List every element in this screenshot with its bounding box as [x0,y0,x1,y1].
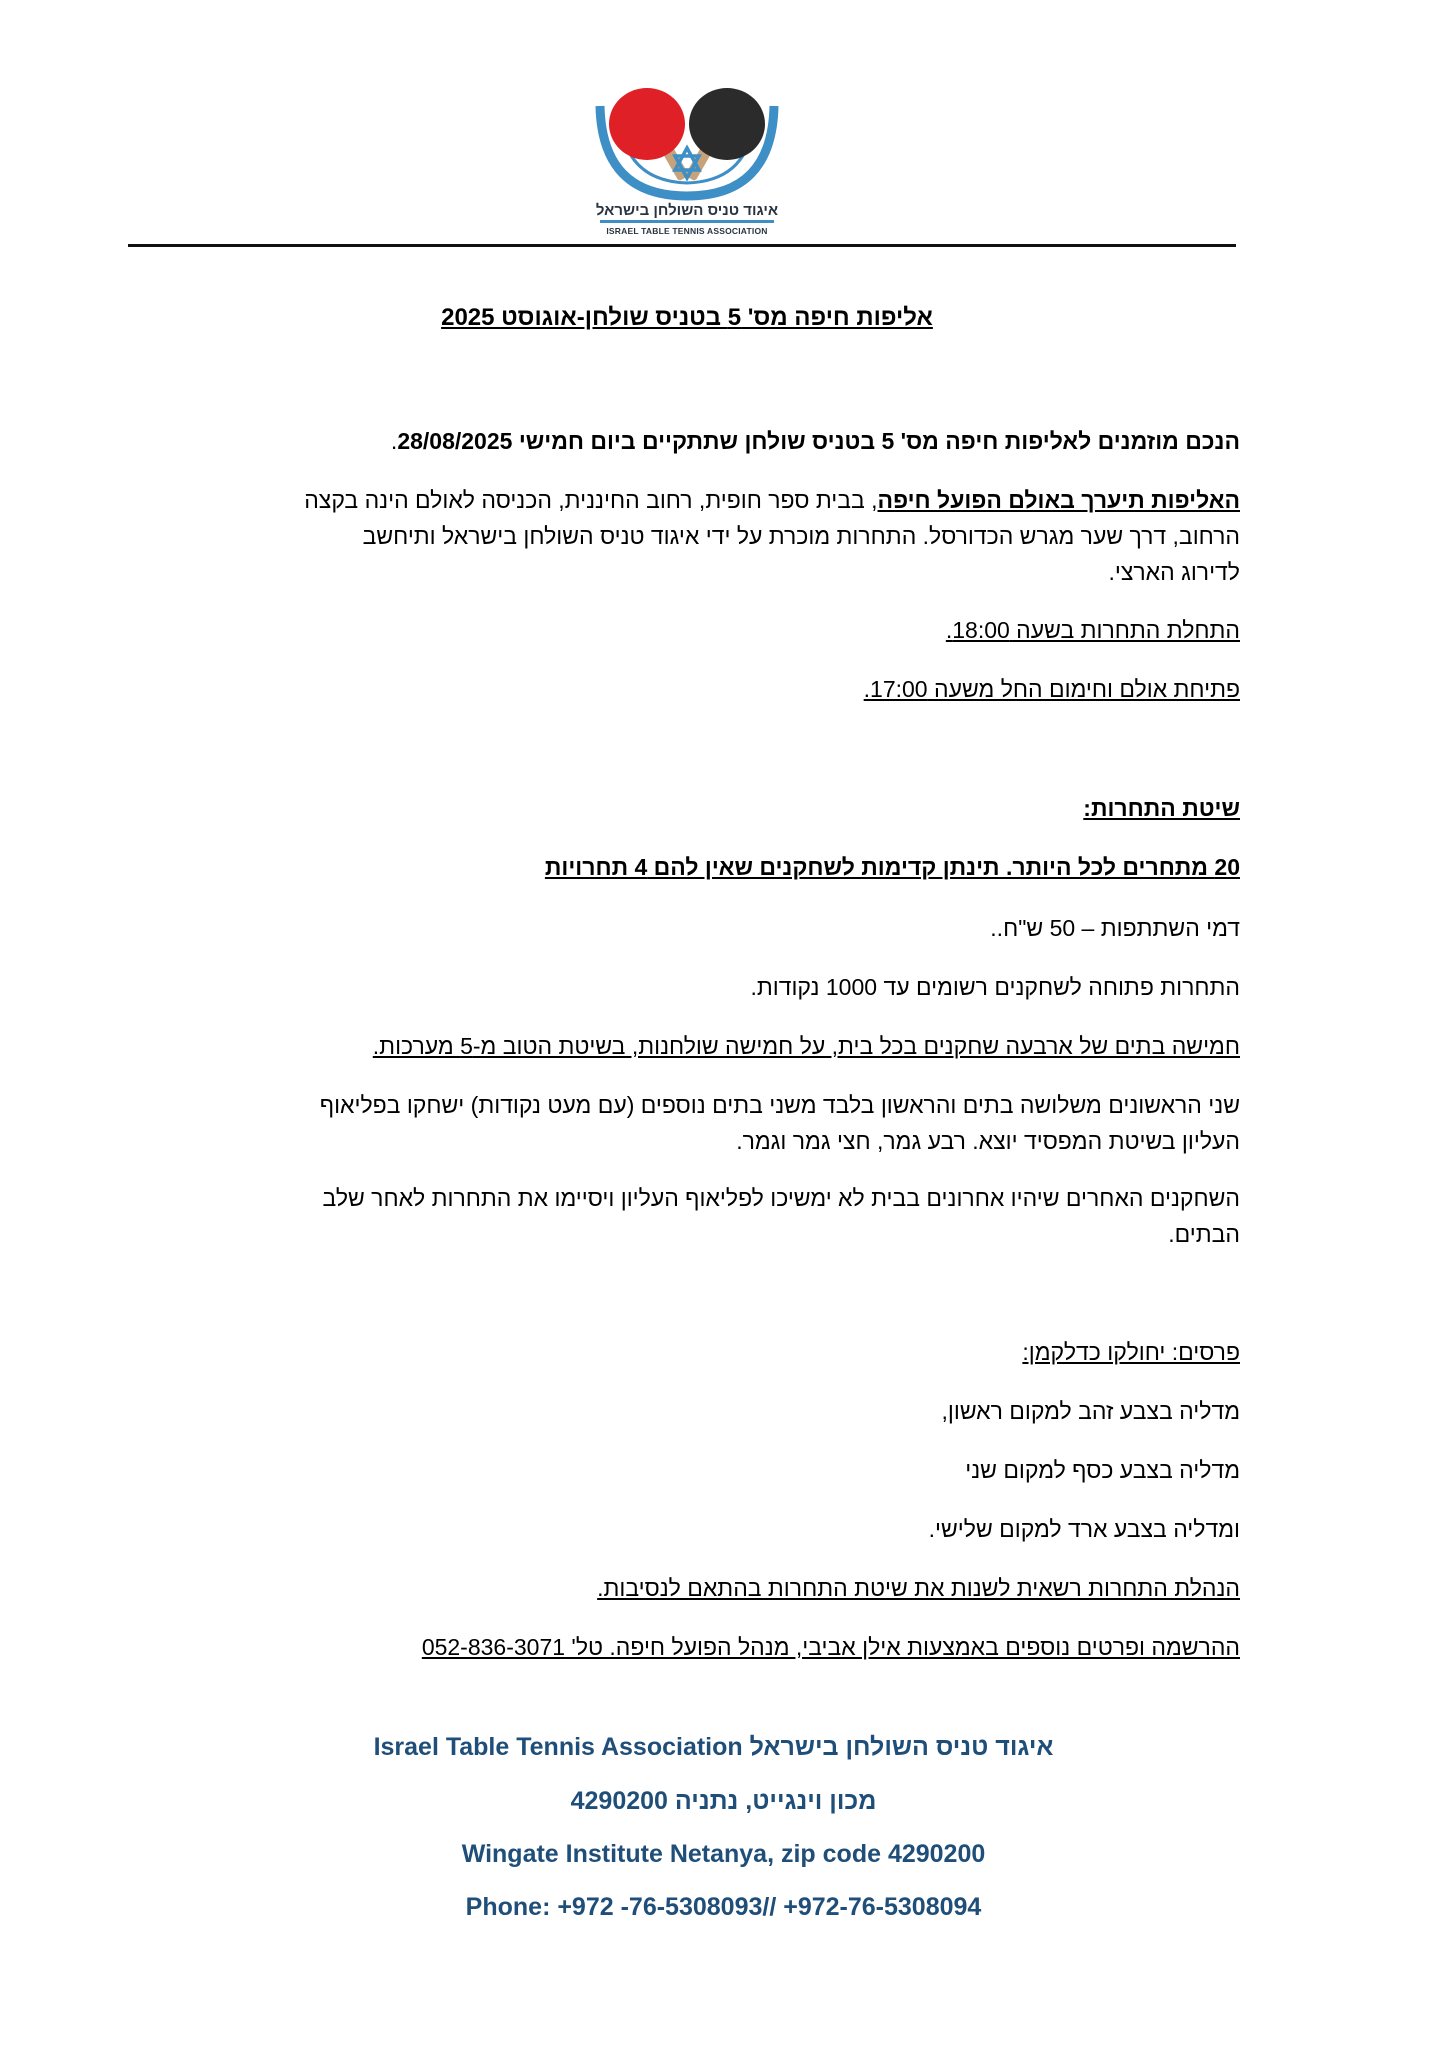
eliminated-paragraph [220,1180,1240,1252]
hall-opening-time: פתיחת אולם וחימום החל משעה 17:00. [863,676,1240,702]
max-players-line: 20 מתחרים לכל היותר. תינתן קדימות לשחקנים שאין להם 4 תחרויות [544,854,1240,880]
prize-bronze: ומדליה בצבע ארד למקום שלישי. [928,1516,1240,1542]
header-divider [128,244,1236,247]
houses-format: חמישה בתים של ארבעה שחקנים בכל בית, על חמישה שולחנות, בשיטת הטוב מ-5 מערכות. [372,1033,1240,1059]
playoff-line2: העליון בשיטת המפסיד יוצא. רבע גמר, חצי גמר וגמר. [736,1128,1240,1154]
venue-bold-text: האליפות תיערך באולם הפועל חיפה [877,487,1240,513]
table-tennis-paddles-icon [592,86,782,204]
footer-address-english: Wingate Institute Netanya, zip code 4290200 [461,1840,986,1868]
contact-line: ההרשמה ופרטים נוספים באמצעות אילן אביבי, מנהל הפועל חיפה. טל' 052-836-3071 [421,1634,1240,1660]
open-to-players: התחרות פתוחה לשחקנים רשומים עד 1000 נקודות. [750,974,1240,1000]
footer-org-english: Israel Table Tennis Association [373,1733,743,1761]
prize-gold: מדליה בצבע זהב למקום ראשון, [941,1398,1240,1424]
footer-org-line [0,1733,1447,1762]
footer-address-hebrew: מכון וינגייט, נתניה 4290200 [570,1787,877,1815]
footer-phone: Phone: +972 -76-5308093// +972-76-5308094 [465,1893,982,1921]
document-title: אליפות חיפה מס' 5 בטניס שולחן-אוגוסט 2025 [441,304,933,331]
venue-line2: הרחוב, דרך שער מגרש הכדורסל. התחרות מוכרת על ידי איגוד טניס השולחן בישראל ותיחשב [362,523,1240,549]
logo-english-name: ISRAEL TABLE TENNIS ASSOCIATION [606,226,768,236]
format-heading: שיטת התחרות: [1083,795,1240,821]
logo-hebrew-name: איגוד טניס השולחן בישראל [595,202,779,219]
playoff-line1: שני הראשונים משלושה בתים והראשון בלבד משני בתים נוספים (עם מעט נקודות) ישחקו בפליאוף [319,1092,1240,1118]
start-time: התחלת התחרות בשעה 18:00. [945,617,1240,643]
management-note: הנהלת התחרות רשאית לשנות את שיטת התחרות בהתאם לנסיבות. [597,1575,1240,1601]
prizes-heading: פרסים: יחולקו כדלקמן: [1022,1339,1240,1365]
eliminated-line1: השחקנים האחרים שיהיו אחרונים בבית לא ימשיכו לפליאוף העליון ויסיימו את התחרות לאחר שלב [322,1185,1240,1211]
prize-silver: מדליה בצבע כסף למקום שני [965,1457,1240,1483]
invitation-period: . [390,428,398,454]
playoff-paragraph [220,1087,1240,1159]
invitation-line [391,423,1240,459]
venue-line3: לדירוג הארצי. [1108,559,1240,585]
itta-logo [592,86,782,244]
venue-line1-rest: , בבית ספר חופית, רחוב החיננית, הכניסה לאולם הינה בקצה [304,487,878,513]
invitation-text: הנכם מוזמנים לאליפות חיפה מס' 5 בטניס שולחן שתתקיים ביום חמישי 28/08/2025 [397,428,1240,454]
logo-divider [600,220,774,223]
participation-fee: דמי השתתפות – 50 ש"ח.. [990,915,1240,941]
footer-org-hebrew: איגוד טניס השולחן בישראל [749,1733,1054,1761]
venue-paragraph [220,482,1240,590]
eliminated-line2: הבתים. [1168,1221,1240,1247]
